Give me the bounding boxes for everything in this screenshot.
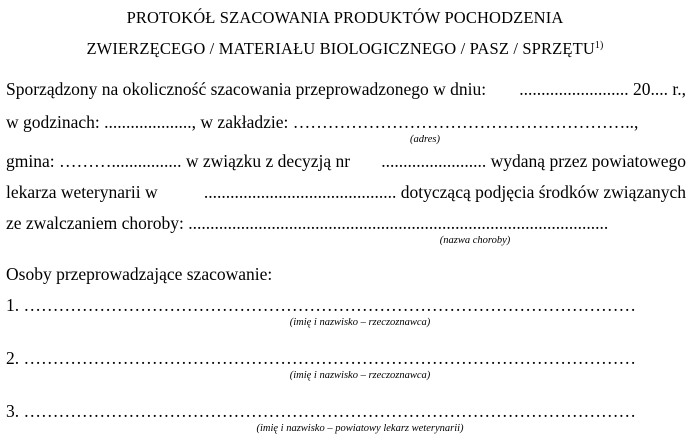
person-1-caption: (imię i nazwisko – rzeczoznawca) <box>289 317 431 328</box>
person-2-field[interactable]: 2. …………………………………………………………………………………………… <box>6 348 636 368</box>
address-caption: (adres) <box>410 134 440 145</box>
title-footnote-marker: 1) <box>594 40 604 51</box>
date-field[interactable]: ......................... 20.... r., <box>519 79 686 99</box>
veterinarian-label: lekarza weterynarii w <box>6 182 158 202</box>
disease-caption: (nazwa choroby) <box>439 235 511 246</box>
veterinarian-location-field[interactable]: ............................................ dotyczącą podjęcia środków związanych <box>203 182 686 202</box>
municipality-decision-line <box>6 150 686 172</box>
municipality-field[interactable]: gmina: ………................ w związku z decyzją nr <box>6 151 351 171</box>
decision-number-field[interactable]: ........................ wydaną przez powiatowego <box>381 151 686 171</box>
person-3-caption: (imię i nazwisko – powiatowy lekarz weterynarii) <box>256 423 464 434</box>
date-line <box>6 78 686 100</box>
veterinarian-line <box>6 181 686 203</box>
disease-field[interactable]: ze zwalczaniem choroby: ................................................................................................ <box>6 213 609 233</box>
title-line-2 <box>0 36 690 59</box>
hours-plant-field[interactable]: w godzinach: ...................., w zakładzie: ………………………………………………….., <box>6 112 639 132</box>
person-2-caption: (imię i nazwisko – rzeczoznawca) <box>289 370 431 381</box>
title-line-2-text: ZWIERZĘCEGO / MATERIAŁU BIOLOGICZNEGO / PASZ / SPRZĘTU <box>86 39 595 58</box>
persons-heading: Osoby przeprowadzające szacowanie: <box>6 264 273 284</box>
person-3-field[interactable]: 3. …………………………………………………………………………………………… <box>6 401 636 421</box>
title-line-1: PROTOKÓŁ SZACOWANIA PRODUKTÓW POCHODZENIA <box>126 8 564 27</box>
date-line-label: Sporządzony na okoliczność szacowania przeprowadzonego w dniu: <box>6 79 487 99</box>
person-1-field[interactable]: 1. …………………………………………………………………………………………… <box>6 295 636 315</box>
